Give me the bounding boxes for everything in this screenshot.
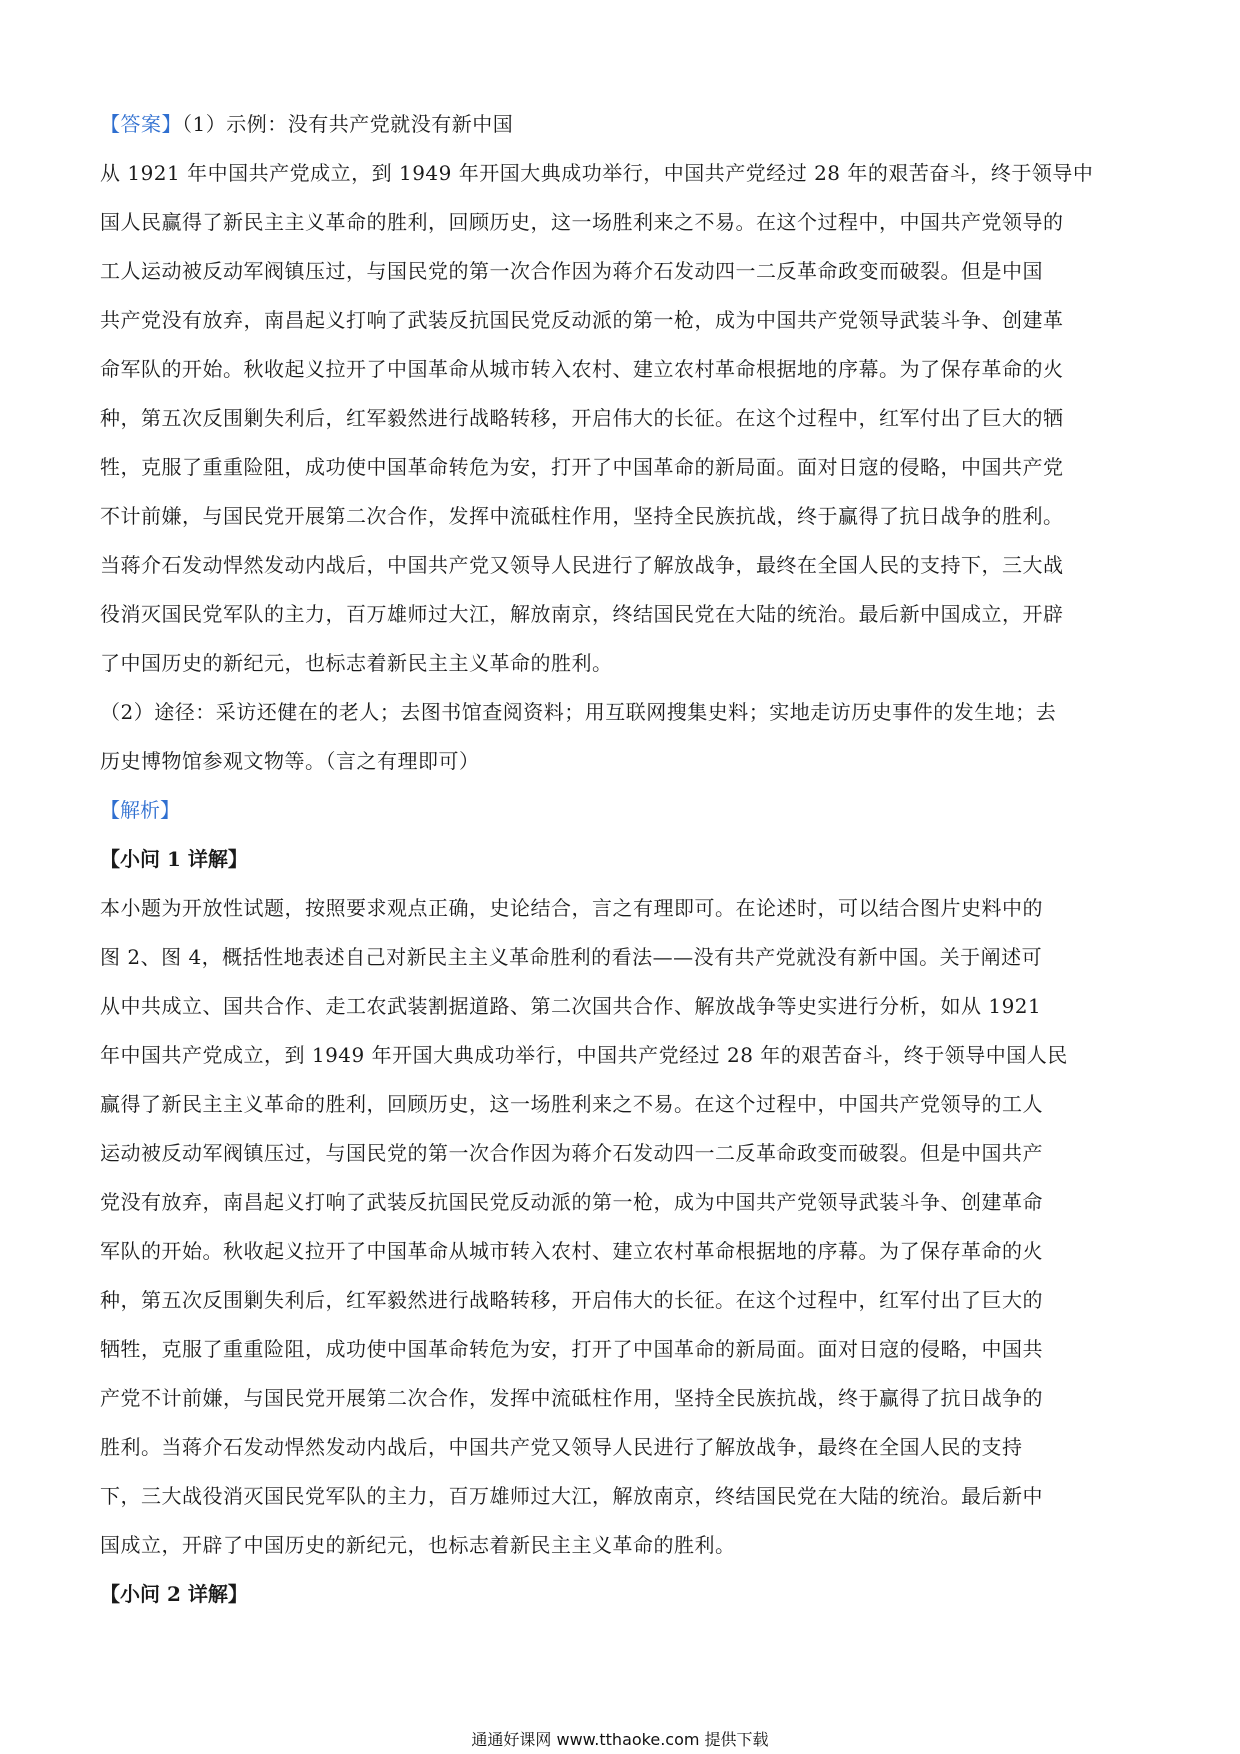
sub-question-1-heading: 【小问 1 详解】 [100,847,248,871]
text-line: 赢得了新民主主义革命的胜利，回顾历史，这一场胜利来之不易。在这个过程中，中国共产党领导的工人 [100,1092,1043,1116]
text-line: 年中国共产党成立，到 1949 年开国大典成功举行，中国共产党经过 28 年的艰苦奋斗，终于领导中国人民 [100,1043,1068,1067]
text-line: 图 2、图 4，概括性地表述自己对新民主主义革命胜利的看法——没有共产党就没有新中国。关于阐述可 [100,945,1043,969]
text-line: 国人民赢得了新民主主义革命的胜利，回顾历史，这一场胜利来之不易。在这个过程中，中国共产党领导的 [100,210,1064,234]
text-line: 不计前嫌，与国民党开展第二次合作，发挥中流砥柱作用，坚持全民族抗战，终于赢得了抗日战争的胜利。 [100,504,1064,528]
text-line: 种，第五次反围剿失利后，红军毅然进行战略转移，开启伟大的长征。在这个过程中，红军付出了巨大的 [100,1288,1043,1312]
text-line: 了中国历史的新纪元，也标志着新民主主义革命的胜利。 [100,651,613,675]
text-line: 运动被反动军阀镇压过，与国民党的第一次合作因为蒋介石发动四一二反革命政变而破裂。但是中国共产 [100,1141,1043,1165]
answer-part1-label: （1）示例：没有共产党就没有新中国 [182,112,514,136]
text-line: （2）途径：采访还健在的老人；去图书馆查阅资料；用互联网搜集史料；实地走访历史事件的发生地；去 [100,700,1057,724]
text-line: 种，第五次反围剿失利后，红军毅然进行战略转移，开启伟大的长征。在这个过程中，红军付出了巨大的牺 [100,406,1064,430]
text-line: 工人运动被反动军阀镇压过，与国民党的第一次合作因为蒋介石发动四一二反革命政变而破裂。但是中国 [100,259,1043,283]
text-line: 历史博物馆参观文物等。（言之有理即可） [100,749,480,773]
document-body [100,100,1130,1619]
text-line: 国成立，开辟了中国历史的新纪元，也标志着新民主主义革命的胜利。 [100,1533,736,1557]
footer-download-note: 通通好课网 www.tthaoke.com 提供下载 [471,1730,769,1749]
text-line: 牺牲，克服了重重险阻，成功使中国革命转危为安，打开了中国革命的新局面。面对日寇的侵略，中国共 [100,1337,1043,1361]
text-line: 从中共成立、国共合作、走工农武装割据道路、第二次国共合作、解放战争等史实进行分析，如从 1921 [100,994,1042,1018]
text-line: 共产党没有放弃，南昌起义打响了武装反抗国民党反动派的第一枪，成为中国共产党领导武装斗争、创建革 [100,308,1064,332]
text-line: 党没有放弃，南昌起义打响了武装反抗国民党反动派的第一枪，成为中国共产党领导武装斗争、创建革命 [100,1190,1043,1214]
text-line: 胜利。当蒋介石发动悍然发动内战后，中国共产党又领导人民进行了解放战争，最终在全国人民的支持 [100,1435,1023,1459]
sub-question-1-detail [100,884,1130,1570]
answer-heading-line [100,100,1130,149]
text-line: 牲，克服了重重险阻，成功使中国革命转危为安，打开了中国革命的新局面。面对日寇的侵略，中国共产党 [100,455,1064,479]
sub-question-2-heading: 【小问 2 详解】 [100,1582,248,1606]
text-line: 下，三大战役消灭国民党军队的主力，百万雄师过大江，解放南京，终结国民党在大陆的统治。最后新中 [100,1484,1043,1508]
text-line: 役消灭国民党军队的主力，百万雄师过大江，解放南京，终结国民党在大陆的统治。最后新中国成立，开辟 [100,602,1064,626]
text-line: 命军队的开始。秋收起义拉开了中国革命从城市转入农村、建立农村革命根据地的序幕。为了保存革命的火 [100,357,1064,381]
text-line: 军队的开始。秋收起义拉开了中国革命从城市转入农村、建立农村革命根据地的序幕。为了保存革命的火 [100,1239,1043,1263]
text-line: 本小题为开放性试题，按照要求观点正确，史论结合，言之有理即可。在论述时，可以结合图片史料中的 [100,896,1043,920]
answer-tag: 【答案】 [100,112,182,136]
text-line: 当蒋介石发动悍然发动内战后，中国共产党又领导人民进行了解放战争，最终在全国人民的支持下，三大战 [100,553,1064,577]
answer-paragraph-1 [100,149,1130,688]
text-line: 产党不计前嫌，与国民党开展第二次合作，发挥中流砥柱作用，坚持全民族抗战，终于赢得了抗日战争的 [100,1386,1043,1410]
analysis-tag: 【解析】 [100,798,180,822]
text-line: 从 1921 年中国共产党成立，到 1949 年开国大典成功举行，中国共产党经过 28 年的艰苦奋斗，终于领导中 [100,161,1094,185]
answer-part-2 [100,688,1130,786]
page-footer [0,1730,1240,1750]
